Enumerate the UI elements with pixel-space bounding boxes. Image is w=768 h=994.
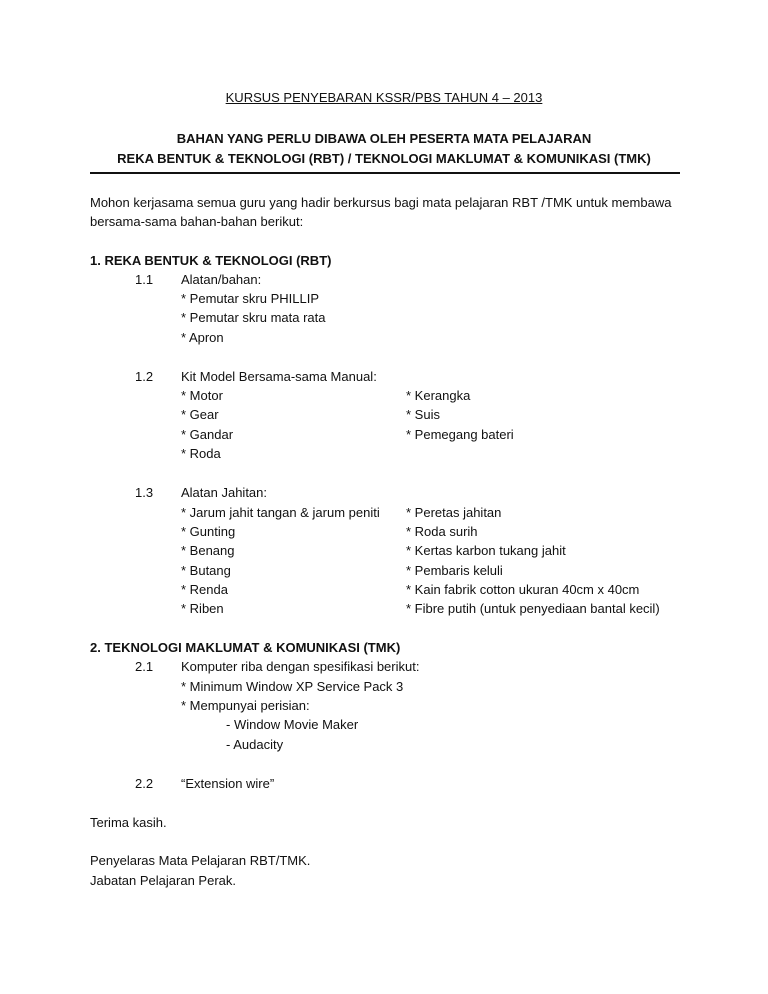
signature-line-1: Penyelaras Mata Pelajaran RBT/TMK. [90, 853, 311, 868]
section-1-2-number: 1.2 [135, 369, 154, 384]
list-item: * Pembaris keluli [406, 563, 503, 578]
heading-line-2: REKA BENTUK & TEKNOLOGI (RBT) / TEKNOLOGI MAKLUMAT & KOMUNIKASI (TMK) [117, 151, 651, 166]
list-item: * Gear [181, 407, 219, 422]
list-item: * Suis [406, 407, 440, 422]
list-item: * Peretas jahitan [406, 505, 502, 520]
list-item: * Kerangka [406, 388, 471, 403]
intro-line-2: bersama-sama bahan-bahan berikut: [90, 214, 304, 229]
intro-line-1: Mohon kerjasama semua guru yang hadir berkursus bagi mata pelajaran RBT /TMK untuk membawa [90, 195, 672, 210]
section-2-title: 2. TEKNOLOGI MAKLUMAT & KOMUNIKASI (TMK) [90, 640, 401, 655]
list-item: * Motor [181, 388, 223, 403]
list-item: * Kain fabrik cotton ukuran 40cm x 40cm [406, 582, 640, 597]
list-item: * Jarum jahit tangan & jarum peniti [181, 505, 380, 520]
section-1-1-label: Alatan/bahan: [181, 272, 262, 287]
list-item: * Mempunyai perisian: [181, 698, 310, 713]
heading-divider [90, 172, 680, 174]
list-item: * Kertas karbon tukang jahit [406, 543, 566, 558]
list-item: * Minimum Window XP Service Pack 3 [181, 679, 404, 694]
signature-line-2: Jabatan Pelajaran Perak. [90, 873, 236, 888]
software-item: - Audacity [226, 737, 284, 752]
section-2-2-number: 2.2 [135, 776, 154, 791]
course-title: KURSUS PENYEBARAN KSSR/PBS TAHUN 4 – 2013 [225, 90, 543, 105]
list-item: * Pemutar skru PHILLIP [181, 291, 319, 306]
section-1-3-number: 1.3 [135, 485, 154, 500]
list-item: * Gunting [181, 524, 236, 539]
section-1-3-label: Alatan Jahitan: [181, 485, 268, 500]
list-item: * Riben [181, 601, 224, 616]
section-1-title: 1. REKA BENTUK & TEKNOLOGI (RBT) [90, 253, 332, 268]
list-item: * Benang [181, 543, 235, 558]
list-item: * Roda [181, 446, 221, 461]
list-item: * Renda [181, 582, 228, 597]
list-item: * Gandar [181, 427, 234, 442]
list-item: * Pemutar skru mata rata [181, 310, 326, 325]
list-item: * Fibre putih (untuk penyediaan bantal kecil) [406, 601, 660, 616]
section-2-1-label: Komputer riba dengan spesifikasi berikut: [181, 659, 420, 674]
section-1-2-label: Kit Model Bersama-sama Manual: [181, 369, 377, 384]
list-item: * Roda surih [406, 524, 478, 539]
list-item: * Apron [181, 330, 224, 345]
closing-thanks: Terima kasih. [90, 815, 167, 830]
section-1-1-number: 1.1 [135, 272, 154, 287]
section-2-2-label: “Extension wire” [181, 776, 275, 791]
heading-line-1: BAHAN YANG PERLU DIBAWA OLEH PESERTA MATA PELAJARAN [176, 131, 592, 146]
software-item: - Window Movie Maker [226, 717, 359, 732]
list-item: * Butang [181, 563, 231, 578]
section-2-1-number: 2.1 [135, 659, 154, 674]
list-item: * Pemegang bateri [406, 427, 514, 442]
